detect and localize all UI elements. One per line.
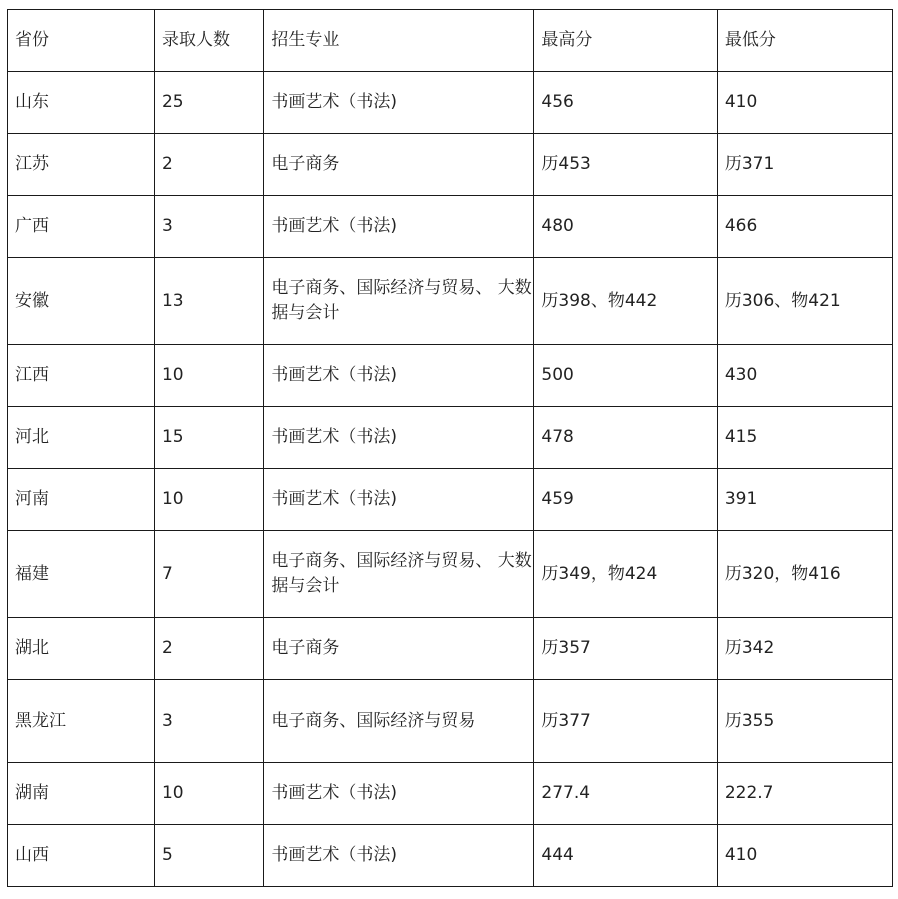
province-cell: 湖南	[8, 763, 155, 825]
min-score-cell: 391	[717, 469, 892, 531]
min-score-cell: 410	[717, 825, 892, 887]
province-cell: 山西	[8, 825, 155, 887]
province-cell: 安徽	[8, 258, 155, 345]
max-score-cell: 历349，物424	[534, 531, 717, 618]
table-row	[8, 407, 893, 469]
table-row	[8, 763, 893, 825]
min-score-cell: 历371	[717, 134, 892, 196]
min-score-cell: 历342	[717, 618, 892, 680]
majors-cell: 电子商务、国际经济与贸易、 大数据与会计	[264, 258, 534, 345]
table-row	[8, 345, 893, 407]
admitted-cell: 3	[154, 680, 263, 763]
min-score-cell: 415	[717, 407, 892, 469]
table-row	[8, 531, 893, 618]
max-score-cell: 456	[534, 72, 717, 134]
header-row	[8, 10, 893, 72]
max-score-cell: 历357	[534, 618, 717, 680]
majors-cell: 书画艺术（书法)	[264, 469, 534, 531]
header-province: 省份	[8, 10, 155, 72]
max-score-cell: 历453	[534, 134, 717, 196]
majors-cell: 电子商务、国际经济与贸易、 大数据与会计	[264, 531, 534, 618]
majors-cell: 书画艺术（书法)	[264, 72, 534, 134]
province-cell: 河北	[8, 407, 155, 469]
min-score-cell: 历306、物421	[717, 258, 892, 345]
min-score-cell: 430	[717, 345, 892, 407]
admitted-cell: 13	[154, 258, 263, 345]
admitted-cell: 10	[154, 763, 263, 825]
admitted-cell: 10	[154, 345, 263, 407]
province-cell: 河南	[8, 469, 155, 531]
majors-cell: 书画艺术（书法)	[264, 196, 534, 258]
majors-cell: 书画艺术（书法)	[264, 345, 534, 407]
min-score-cell: 历320，物416	[717, 531, 892, 618]
max-score-cell: 277.4	[534, 763, 717, 825]
header-admitted: 录取人数	[154, 10, 263, 72]
province-cell: 福建	[8, 531, 155, 618]
table-row	[8, 825, 893, 887]
table-row	[8, 134, 893, 196]
admitted-cell: 5	[154, 825, 263, 887]
admitted-cell: 2	[154, 618, 263, 680]
province-cell: 江苏	[8, 134, 155, 196]
max-score-cell: 500	[534, 345, 717, 407]
min-score-cell: 466	[717, 196, 892, 258]
table-row	[8, 72, 893, 134]
admitted-cell: 15	[154, 407, 263, 469]
max-score-cell: 历377	[534, 680, 717, 763]
admitted-cell: 7	[154, 531, 263, 618]
min-score-cell: 410	[717, 72, 892, 134]
table-row	[8, 196, 893, 258]
majors-cell: 书画艺术（书法)	[264, 825, 534, 887]
province-cell: 江西	[8, 345, 155, 407]
max-score-cell: 历398、物442	[534, 258, 717, 345]
province-cell: 湖北	[8, 618, 155, 680]
max-score-cell: 478	[534, 407, 717, 469]
table-row	[8, 258, 893, 345]
majors-cell: 电子商务	[264, 618, 534, 680]
max-score-cell: 480	[534, 196, 717, 258]
admitted-cell: 10	[154, 469, 263, 531]
max-score-cell: 444	[534, 825, 717, 887]
table-row	[8, 680, 893, 763]
header-majors: 招生专业	[264, 10, 534, 72]
admitted-cell: 25	[154, 72, 263, 134]
admitted-cell: 2	[154, 134, 263, 196]
admission-table	[7, 9, 893, 887]
majors-cell: 电子商务	[264, 134, 534, 196]
admitted-cell: 3	[154, 196, 263, 258]
min-score-cell: 222.7	[717, 763, 892, 825]
header-min-score: 最低分	[717, 10, 892, 72]
max-score-cell: 459	[534, 469, 717, 531]
header-max-score: 最高分	[534, 10, 717, 72]
majors-cell: 电子商务、国际经济与贸易	[264, 680, 534, 763]
province-cell: 黑龙江	[8, 680, 155, 763]
province-cell: 山东	[8, 72, 155, 134]
majors-cell: 书画艺术（书法)	[264, 407, 534, 469]
province-cell: 广西	[8, 196, 155, 258]
min-score-cell: 历355	[717, 680, 892, 763]
table-row	[8, 618, 893, 680]
table-row	[8, 469, 893, 531]
majors-cell: 书画艺术（书法)	[264, 763, 534, 825]
